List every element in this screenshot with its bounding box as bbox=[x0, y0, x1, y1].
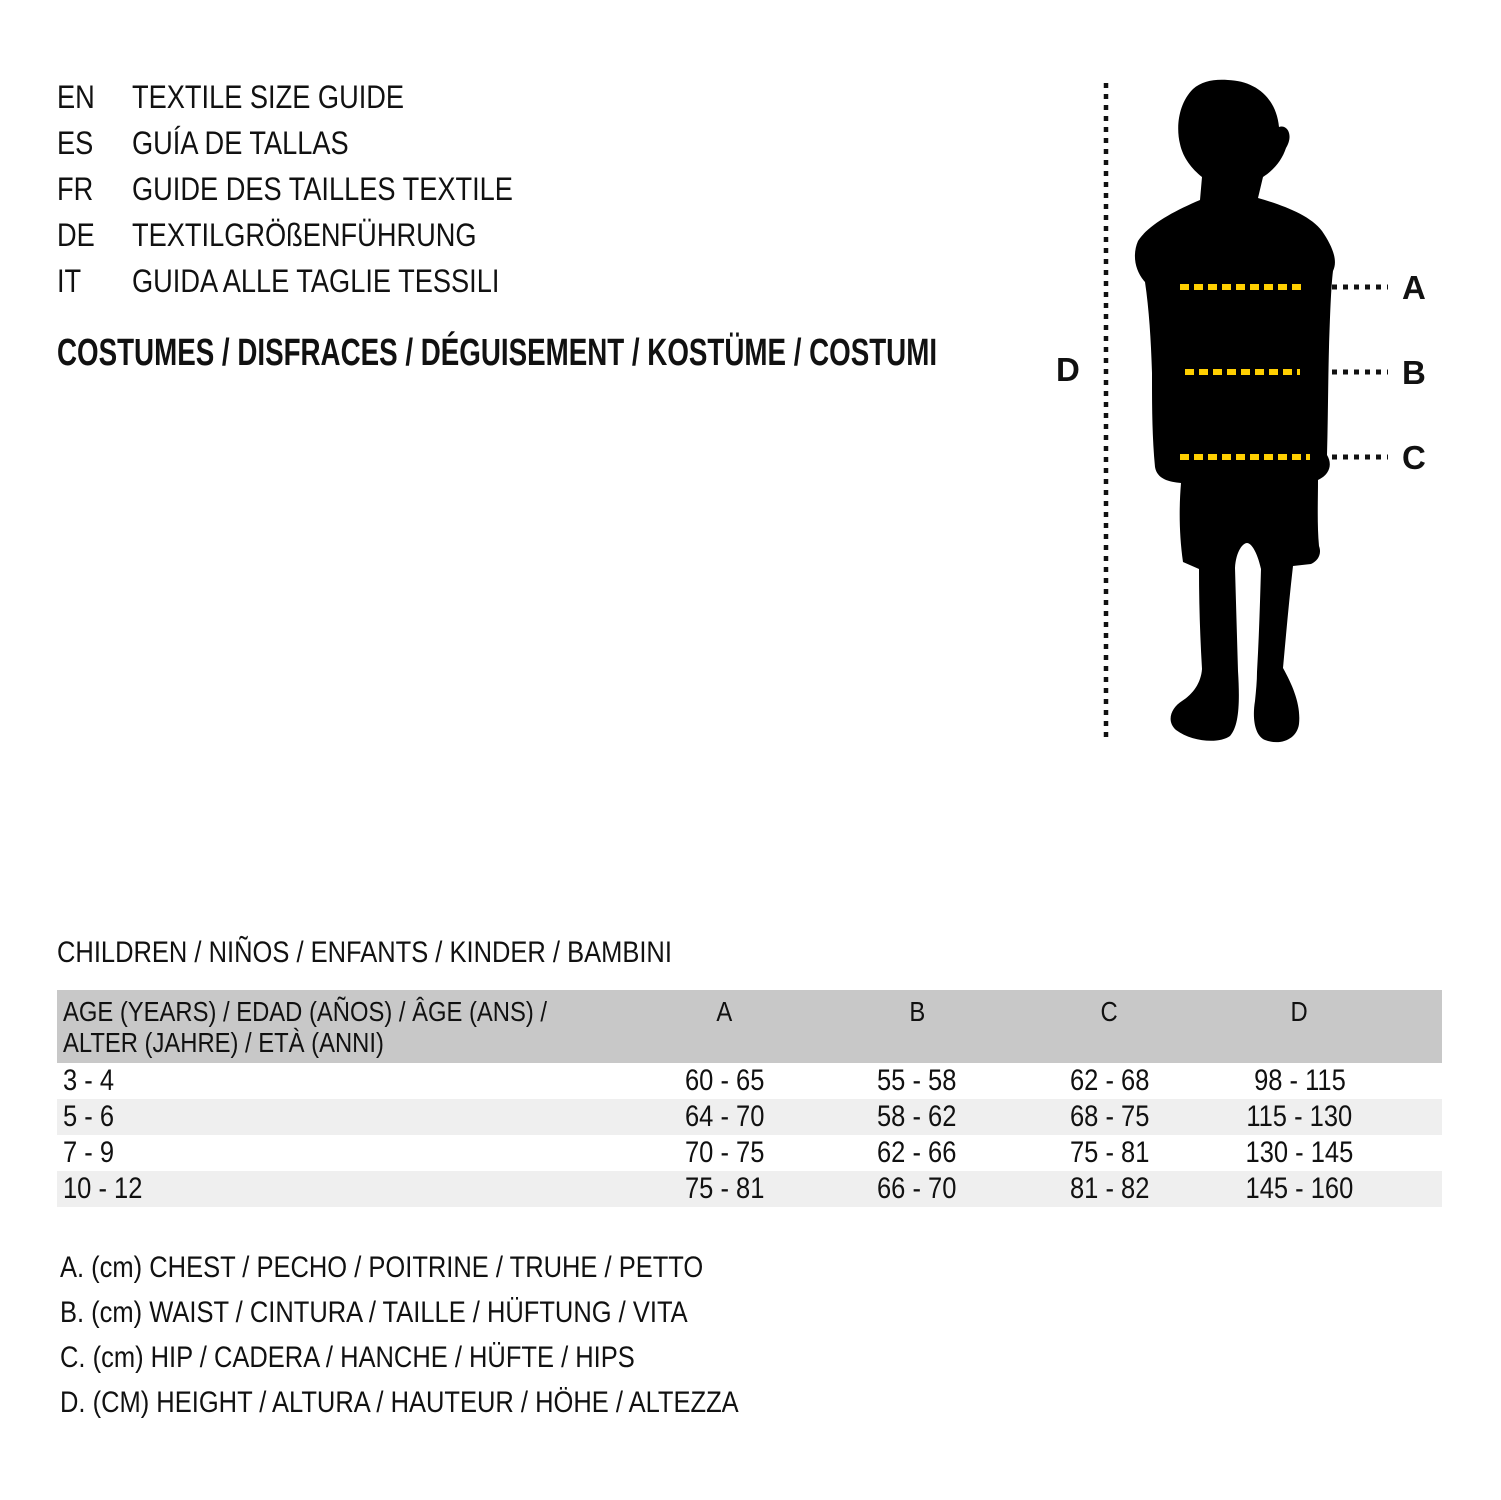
measure-label-c: C bbox=[1402, 439, 1426, 476]
language-row-de bbox=[57, 212, 580, 258]
waist-cell: 58 - 62 bbox=[877, 1100, 957, 1133]
child-silhouette-image bbox=[1135, 80, 1335, 742]
page-title: COSTUMES / DISFRACES / DÉGUISEMENT / KOSTÜME / COSTUMI bbox=[57, 332, 938, 374]
legend-item-height: D. (CM) HEIGHT / ALTURA / HAUTEUR / HÖHE / ALTEZZA bbox=[60, 1386, 739, 1419]
language-code: FR bbox=[57, 171, 94, 207]
language-row-es bbox=[57, 120, 580, 166]
table-row bbox=[57, 1135, 1442, 1171]
section-heading-children: CHILDREN / NIÑOS / ENFANTS / KINDER / BAMBINI bbox=[57, 936, 672, 969]
table-header-col-c: C bbox=[1100, 996, 1119, 1027]
language-label: GUIDA ALLE TAGLIE TESSILI bbox=[132, 263, 500, 299]
language-code: DE bbox=[57, 217, 95, 253]
measure-label-d: D bbox=[1056, 351, 1080, 388]
table-header-row bbox=[57, 990, 1442, 1063]
table-row bbox=[57, 1063, 1442, 1099]
measurement-legend bbox=[60, 1245, 858, 1425]
language-row-en bbox=[57, 74, 580, 120]
language-list bbox=[57, 74, 580, 304]
measure-label-b: B bbox=[1402, 354, 1426, 391]
waist-cell: 66 - 70 bbox=[877, 1172, 957, 1205]
age-cell: 7 - 9 bbox=[63, 1136, 115, 1169]
age-cell: 3 - 4 bbox=[63, 1064, 115, 1097]
height-cell: 98 - 115 bbox=[1253, 1064, 1346, 1097]
hip-cell: 62 - 68 bbox=[1069, 1064, 1150, 1097]
hip-cell: 81 - 82 bbox=[1069, 1172, 1150, 1205]
chest-cell: 64 - 70 bbox=[684, 1100, 765, 1133]
table-header-col-a: A bbox=[716, 996, 733, 1027]
height-cell: 130 - 145 bbox=[1245, 1136, 1354, 1169]
hip-cell: 75 - 81 bbox=[1069, 1136, 1150, 1169]
hip-cell: 68 - 75 bbox=[1069, 1100, 1150, 1133]
chest-cell: 75 - 81 bbox=[684, 1172, 765, 1205]
table-header-col-d: D bbox=[1290, 996, 1309, 1027]
waist-cell: 62 - 66 bbox=[877, 1136, 957, 1169]
table-row bbox=[57, 1099, 1442, 1135]
height-cell: 145 - 160 bbox=[1245, 1172, 1354, 1205]
legend-item-chest: A. (cm) CHEST / PECHO / POITRINE / TRUHE / PETTO bbox=[60, 1251, 704, 1284]
table-row bbox=[57, 1171, 1442, 1207]
table-header-age: AGE (YEARS) / EDAD (AÑOS) / ÂGE (ANS) / ALTER (JAHRE) / ETÀ (ANNI) bbox=[63, 996, 548, 1058]
age-cell: 5 - 6 bbox=[63, 1100, 115, 1133]
language-label: TEXTILGRÖßENFÜHRUNG bbox=[132, 217, 477, 253]
waist-cell: 55 - 58 bbox=[877, 1064, 957, 1097]
language-code: EN bbox=[57, 79, 95, 115]
legend-item-hip: C. (cm) HIP / CADERA / HANCHE / HÜFTE / HIPS bbox=[60, 1341, 635, 1374]
language-row-fr bbox=[57, 166, 580, 212]
table-header-col-b: B bbox=[909, 996, 925, 1027]
chest-cell: 70 - 75 bbox=[684, 1136, 765, 1169]
measurement-figure bbox=[1050, 55, 1501, 765]
language-code: ES bbox=[57, 125, 94, 161]
legend-item-waist: B. (cm) WAIST / CINTURA / TAILLE / HÜFTUNG / VITA bbox=[60, 1296, 688, 1329]
measure-label-a: A bbox=[1402, 269, 1426, 306]
chest-cell: 60 - 65 bbox=[684, 1064, 765, 1097]
children-size-table bbox=[57, 990, 1442, 1207]
height-cell: 115 - 130 bbox=[1246, 1100, 1353, 1133]
language-label: TEXTILE SIZE GUIDE bbox=[132, 79, 405, 115]
age-cell: 10 - 12 bbox=[63, 1172, 143, 1205]
language-label: GUÍA DE TALLAS bbox=[132, 125, 349, 161]
language-label: GUIDE DES TAILLES TEXTILE bbox=[132, 171, 513, 207]
language-code: IT bbox=[57, 263, 82, 299]
language-row-it bbox=[57, 258, 580, 304]
